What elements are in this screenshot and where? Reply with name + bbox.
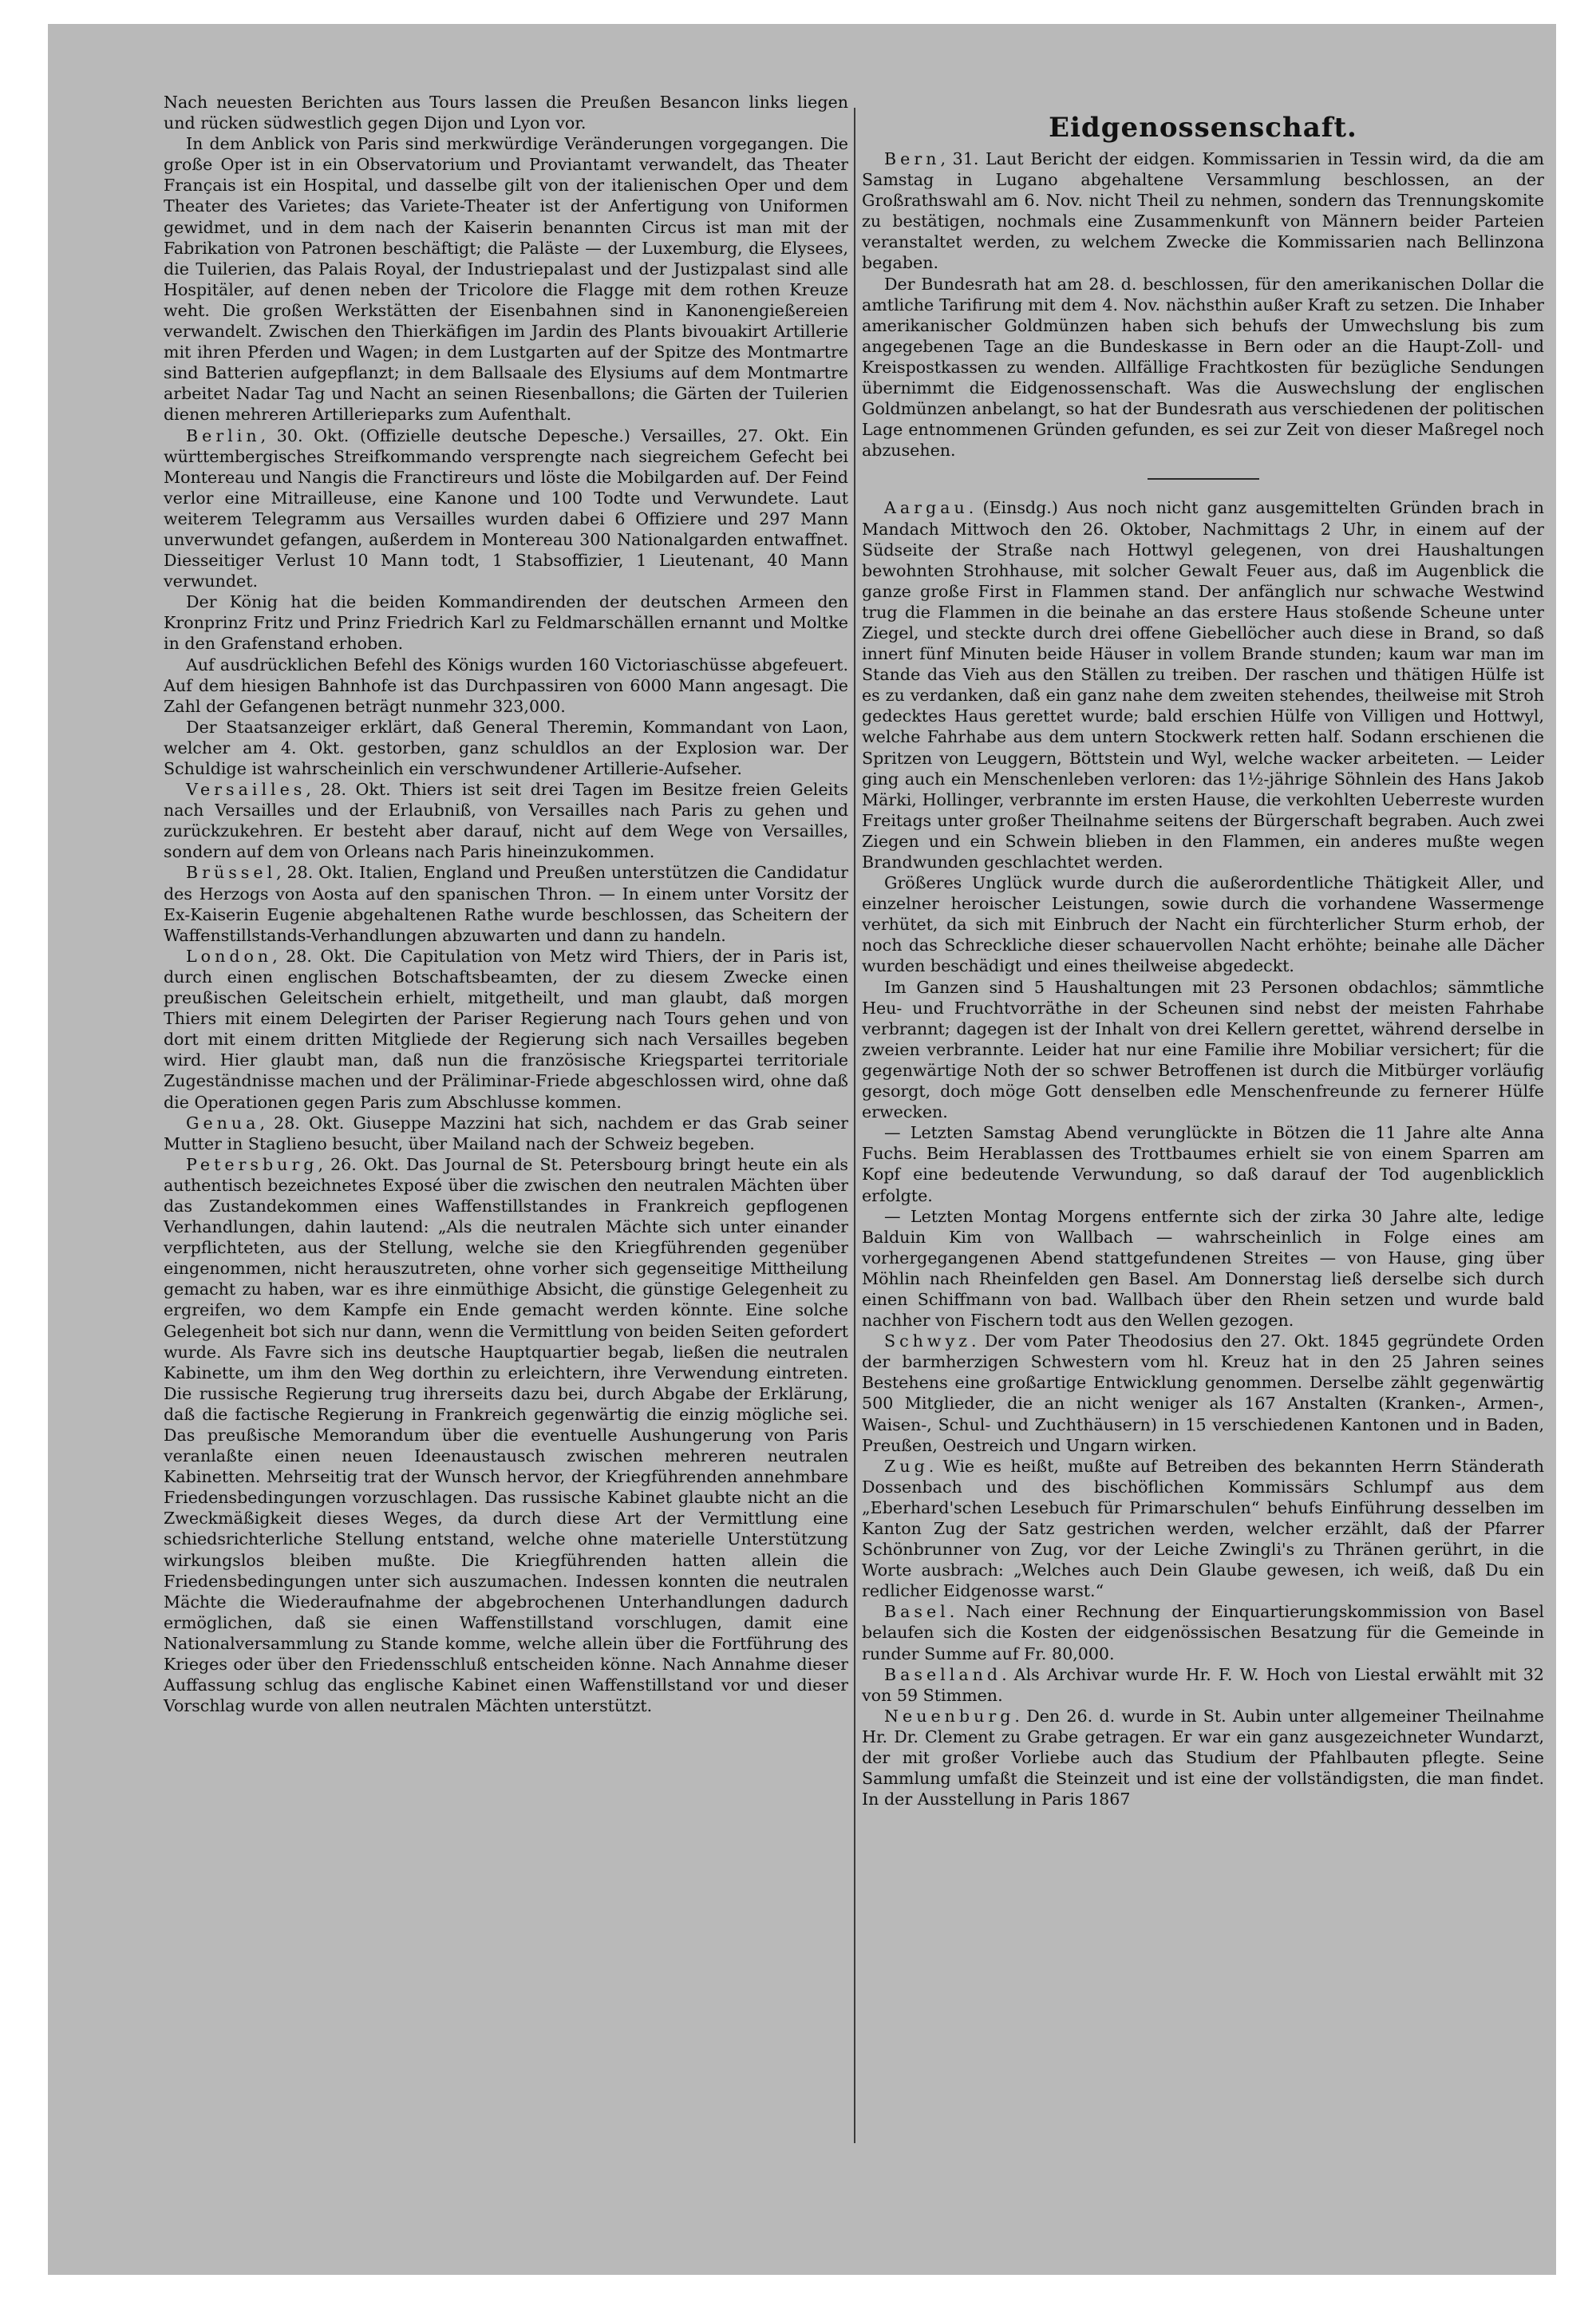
dateline-place: Bern xyxy=(884,149,941,168)
dateline-place: Versailles xyxy=(186,780,306,800)
news-paragraph: Basel. Nach einer Rechnung der Einquartierungskommission von Basel belaufen sich die Kosten der eidgenössischen Besatzung für die Gemeinde in runder Summe auf Fr. 80,000. xyxy=(862,1602,1544,1663)
news-paragraph: Petersburg, 26. Okt. Das Journal de St. Petersbourg bringt heute ein als authentisch bezeichnetes Exposé über die zwischen den neutralen Mächten über das Zustandekommen eines Waffenstillstandes in Frankreich gepflogenen Verhandlungen, dahin lautend: „Als die neutralen Mächte sich unter einander verpflichteten, aus der Stellung, welche sie den Kriegführenden gegenüber eingenommen, nicht herauszutreten, ohne vorher sich gegenseitige Mittheilung gemacht zu haben, war es ihre einmüthige Absicht, die günstige Gelegenheit zu ergreifen, wo dem Kampfe ein Ende gemacht werden könnte. Eine solche Gelegenheit bot sich nur dann, wenn die Vermittlung von beiden Seiten gefordert wurde. Als Favre sich ins deutsche Hauptquartier begab, ließen die neutralen Kabinette, um ihm den Weg dorthin zu erleichtern, ihre Verwendung eintreten. Die russische Regierung trug ihrerseits dazu bei, durch Abgabe der Erklärung, daß die factische Regierung in Frankreich gegenwärtig die einzig mögliche sei. Das preußische Memorandum über die eventuelle Aushungerung von Paris veranlaßte einen neuen Ideenaustausch zwischen mehreren neutralen Kabinetten. Mehrseitig trat der Wunsch hervor, der Kriegführenden annehmbare Friedensbedingungen vorzuschlagen. Das russische Kabinet glaubte nicht an die Zweckmäßigkeit dieses Weges, da durch diese Art der Vermittlung eine schiedsrichterliche Stellung entstand, welche ohne materielle Unterstützung wirkungslos bleiben mußte. Die Kriegführenden hatten allein die Friedensbedingungen unter sich auszumachen. Indessen konnten die neutralen Mächte die Wiederaufnahme der abgebrochenen Unterhandlungen dadurch ermöglichen, daß sie einen Waffenstillstand vorschlugen, damit eine Nationalversammlung zu Stande komme, welche allein über die Fortführung des Krieges oder über den Friedensschluß entscheiden könne. Nach Annahme dieser Auffassung schlug das englische Kabinet einen Waffenstillstand vor und dieser Vorschlag wurde von allen neutralen Mächten unterstützt. xyxy=(164,1154,848,1716)
news-paragraph: London, 28. Okt. Die Capitulation von Metz wird Thiers, der in Paris ist, durch einen englischen Botschaftsbeamten, der zu diesem Zwecke einen preußischen Geleitschein erhielt, mitgetheilt, und man glaubt, daß morgen Thiers mit einem Delegirten der Pariser Regierung nach Tours gehen und von dort mit einem dritten Mitgliede der Regierung sich nach Versailles begeben wird. Hier glaubt man, daß nun die französische Kriegspartei territoriale Zugeständnisse machen und der Präliminar-Friede abgeschlossen wird, ohne daß die Operationen gegen Paris zum Abschlusse kommen. xyxy=(164,946,848,1112)
left-column xyxy=(164,92,848,1716)
news-paragraph: Größeres Unglück wurde durch die außerordentliche Thätigkeit Aller, und einzelner heroischer Leistungen, sowie durch die vorhandene Wassermenge verhütet, da sich mit Einbruch der Nacht ein fürchterlicher Sturm erhob, der noch das Schreckliche dieser schauervollen Nacht erhöhte; beinahe alle Dächer wurden beschädigt und eines theilweise abgedeckt. xyxy=(862,873,1544,976)
news-paragraph: Der König hat die beiden Kommandirenden der deutschen Armeen den Kronprinz Fritz und Prinz Friedrich Karl zu Feldmarschällen ernannt und Moltke in den Grafenstand erhoben. xyxy=(164,592,848,654)
news-paragraph: Genua, 28. Okt. Giuseppe Mazzini hat sich, nachdem er das Grab seiner Mutter in Staglieno besucht, über Mailand nach der Schweiz begeben. xyxy=(164,1113,848,1153)
news-paragraph: Berlin, 30. Okt. (Offizielle deutsche Depesche.) Versailles, 27. Okt. Ein württembergisches Streifkommando versprengte nach siegreichem Gefecht bei Montereau und Nangis die Franctireurs und löste die Mobilgarden auf. Der Feind verlor eine Mitrailleuse, eine Kanone und 100 Todte und Verwundete. Laut weiterem Telegramm aus Versailles wurden dabei 6 Offiziere und 297 Mann unverwundet gefangen, außerdem in Montereau 300 Nationalgarden entwaffnet. Diesseitiger Verlust 10 Mann todt, 1 Stabsoffizier, 1 Lieutenant, 40 Mann verwundet. xyxy=(164,425,848,591)
news-paragraph: Baselland. Als Archivar wurde Hr. F. W. Hoch von Liestal erwählt mit 32 von 59 Stimmen. xyxy=(862,1664,1544,1705)
news-paragraph: Bern, 31. Laut Bericht der eidgen. Kommissarien in Tessin wird, da die am Samstag in Lugano abgehaltene Versammlung beschlossen, an der Großrathswahl am 6. Nov. nicht Theil zu nehmen, sondern das Trennungskomite zu bestätigen, nochmals eine Zusammenkunft von Männern beider Parteien veranstaltet werden, zu welchem Zwecke die Kommissarien nach Bellinzona begaben. xyxy=(862,149,1544,273)
dateline-place: Neuenburg xyxy=(884,1706,1015,1726)
news-paragraph: Auf ausdrücklichen Befehl des Königs wurden 160 Victoriaschüsse abgefeuert. Auf dem hiesigen Bahnhofe ist das Durchpassiren von 6000 Mann angesagt. Die Zahl der Gefangenen beträgt nunmehr 323,000. xyxy=(164,655,848,716)
dateline-place: Berlin xyxy=(186,425,261,445)
news-paragraph: Brüssel, 28. Okt. Italien, England und Preußen unterstützen die Candidatur des Herzogs von Aosta auf den spanischen Thron. — In einem unter Vorsitz der Ex-Kaiserin Eugenie abgehaltenen Rathe wurde beschlossen, das Scheitern der Waffenstillstands-Verhandlungen abzuwarten und dann zu handeln. xyxy=(164,863,848,945)
dateline-place: Petersburg xyxy=(186,1154,318,1174)
news-paragraph: — Letzten Montag Morgens entfernte sich der zirka 30 Jahre alte, ledige Balduin Kim von Wallbach — wahrscheinlich in Folge eines am vorhergegangenen Abend stattgefundenen Streites — von Hause, ging über Möhlin nach Rheinfelden gen Basel. Am Donnerstag ließ derselbe sich durch einen Schiffmann von bad. Wallbach über den Rhein setzen und wurde bald nachher von Fischern todt aus den Wellen gezogen. xyxy=(862,1206,1544,1331)
dateline-place: Zug xyxy=(884,1456,929,1476)
news-paragraph: Zug. Wie es heißt, mußte auf Betreiben des bekannten Herrn Ständerath Dossenbach und des bischöflichen Kommissärs Schlumpf aus dem „Eberhard'schen Lesebuch für Primarschulen“ behufs Einführung desselben im Kanton Zug der Satz gestrichen werden, welcher erzählt, daß der Pfarrer Schönbrunner von Zug, vor der Leiche Zwingli's zu Thränen gerührt, in die Worte ausbrach: „Welches auch Dein Glaube gewesen, ich weiß, daß Du ein redlicher Eidgenosse warst.“ xyxy=(862,1456,1544,1601)
news-paragraph: Versailles, 28. Okt. Thiers ist seit drei Tagen im Besitze freien Geleits nach Versailles und der Erlaubniß, von Versailles nach Paris zu gehen und zurückzukehren. Er besteht aber darauf, nicht auf dem Wege von Versailles, sondern auf dem von Orleans nach Paris hineinzukommen. xyxy=(164,780,848,862)
newspaper-sheet xyxy=(48,24,1556,2275)
dateline-place: Brüssel xyxy=(186,863,277,883)
news-paragraph: Im Ganzen sind 5 Haushaltungen mit 23 Personen obdachlos; sämmtliche Heu- und Fruchtvorräthe in der Scheunen sind nebst der meisten Fahrhabe verbrannt; dagegen ist der Inhalt von drei Kellern gerettet, während derselbe in zweien verbrannte. Leider hat nur eine Familie ihre Mobiliar versichert; für die gegenwärtige Noth der so schwer Betroffenen ist durch die Mitbürger vorläufig gesorgt, doch möge Gott denselben edle Menschenfreunde zu fernerer Hülfe erwecken. xyxy=(862,977,1544,1122)
section-heading: Eidgenossenschaft. xyxy=(1049,112,1357,144)
news-paragraph: Der Bundesrath hat am 28. d. beschlossen, für den amerikanischen Dollar die amtliche Tarifirung mit dem 4. Nov. nächsthin außer Kraft zu setzen. Die Inhaber amerikanischer Goldmünzen haben sich behufs der Umwechslung bis zum angegebenen Tage an die Bundeskasse in Bern oder an die Haupt-Zoll- und Kreispostkassen zu wenden. Allfällige Frachtkosten für bezügliche Sendungen übernimmt die Eidgenossenschaft. Was die Auswechslung der englischen Goldmünzen anbelangt, so hat der Bundesrath aus verschiedenen der politischen Lage entnommenen Gründen gefunden, es sei zur Zeit von dieser Maßregel noch abzusehen. xyxy=(862,274,1544,461)
news-paragraph: Aargau. (Einsdg.) Aus noch nicht ganz ausgemittelten Gründen brach in Mandach Mittwoch den 26. Oktober, Nachmittags 2 Uhr, in einem auf der Südseite der Straße nach Hottwyl gelegenen, von drei Haushaltungen bewohnten Strohhause, mit solcher Gewalt Feuer aus, daß im Augenblick die ganze große First in Flammen stand. Der anfänglich nur schwache Westwind trug die Flammen in die beinahe an das erstere Haus stoßende Scheune unter Ziegel, und steckte durch drei offene Giebellöcher auch diese in Brand, so daß innert fünf Minuten beide Häuser in vollem Brande stunden; kaum war man im Stande das Vieh aus den Ställen zu treiben. Der raschen und thätigen Hülfe ist es zu verdanken, daß ein ganz nahe dem zweiten stehendes, theilweise mit Stroh gedecktes Haus gerettet wurde; bald erschien Hülfe von Villigen und Hottwyl, welche Fahrhabe aus dem untern Stockwerk retten half. Sodann erschienen die Spritzen von Leuggern, Böttstein und Wyl, welche wacker arbeiteten. — Leider ging auch ein Menschenleben verloren: das 1½-jährige Söhnlein des Hans Jakob Märki, Hollinger, verbrannte im ersten Hause, die verkohlten Ueberreste wurden Freitags unter großer Theilnahme seitens der Bürgerschaft begraben. Auch zwei Ziegen und ein Schwein blieben in den Flammen, ein anderes mußte wegen Brandwunden geschlachtet werden. xyxy=(862,498,1544,872)
dateline-place: Aargau xyxy=(884,498,969,518)
right-column xyxy=(862,112,1544,1810)
news-paragraph: Der Staatsanzeiger erklärt, daß General Theremin, Kommandant von Laon, welcher am 4. Okt. gestorben, ganz schuldlos an der Explosion war. Der Schuldige ist wahrscheinlich ein verschwundener Artillerie-Aufseher. xyxy=(164,717,848,778)
news-paragraph: Schwyz. Der vom Pater Theodosius den 27. Okt. 1845 gegründete Orden der barmherzigen Schwestern vom hl. Kreuz hat in den 25 Jahren seines Bestehens eine großartige Entwicklung genommen. Derselbe zählt gegenwärtig 500 Mitglieder, die an nicht weniger als 167 Anstalten (Kranken-, Armen-, Waisen-, Schul- und Zuchthäusern) in 15 verschiedenen Kantonen und in Baden, Preußen, Oestreich und Ungarn wirken. xyxy=(862,1331,1544,1455)
dateline-place: Schwyz xyxy=(884,1331,972,1351)
news-paragraph: In dem Anblick von Paris sind merkwürdige Veränderungen vorgegangen. Die große Oper ist in ein Observatorium und Proviantamt verwandelt, das Theater Français ist ein Hospital, und dasselbe gilt von der italienischen Oper und dem Theater des Varietes; das Variete-Theater ist der Anfertigung von Uniformen gewidmet, und in dem nach der Kaiserin benannten Circus ist man mit der Fabrikation von Patronen beschäftigt; die Paläste — der Luxemburg, die Elysees, die Tuilerien, das Palais Royal, der Industriepalast und der Justizpalast sind alle Hospitäler, auf denen neben der Tricolore die Flagge mit dem rothen Kreuze weht. Die großen Werkstätten der Eisenbahnen sind in Kanonengießereien verwandelt. Zwischen den Thierkäfigen im Jardin des Plants bivouakirt Artillerie mit ihren Pferden und Wagen; in dem Lustgarten auf der Spitze des Montmartre sind Batterien aufgepflanzt; in dem Ballsaale des Elysiums auf dem Montmartre arbeitet Nadar Tag und Nacht an seinen Riesenballons; die Gärten der Tuilerien dienen mehreren Artillerieparks zum Aufenthalt. xyxy=(164,134,848,425)
section-divider xyxy=(1148,478,1259,480)
news-paragraph: Neuenburg. Den 26. d. wurde in St. Aubin unter allgemeiner Theilnahme Hr. Dr. Clement zu Grabe getragen. Er war ein ganz ausgezeichneter Wundarzt, der mit großer Vorliebe auch das Studium der Pfahlbauten pflegte. Seine Sammlung umfaßt die Steinzeit und ist eine der vollständigsten, die man findet. In der Ausstellung in Paris 1867 xyxy=(862,1706,1544,1810)
news-paragraph: — Letzten Samstag Abend verunglückte in Bötzen die 11 Jahre alte Anna Fuchs. Beim Herablassen des Trottbaumes erhielt sie von einem Sparren am Kopf eine bedeutende Verwundung, so daß darauf der Tod augenblicklich erfolgte. xyxy=(862,1123,1544,1205)
dateline-place: Basel xyxy=(884,1602,950,1622)
dateline-place: Baselland xyxy=(884,1664,1002,1684)
dateline-place: Genua xyxy=(186,1113,260,1133)
dateline-place: London xyxy=(186,946,273,966)
column-divider xyxy=(854,108,855,2143)
news-paragraph: Nach neuesten Berichten aus Tours lassen die Preußen Besancon links liegen und rücken südwestlich gegen Dijon und Lyon vor. xyxy=(164,93,848,133)
